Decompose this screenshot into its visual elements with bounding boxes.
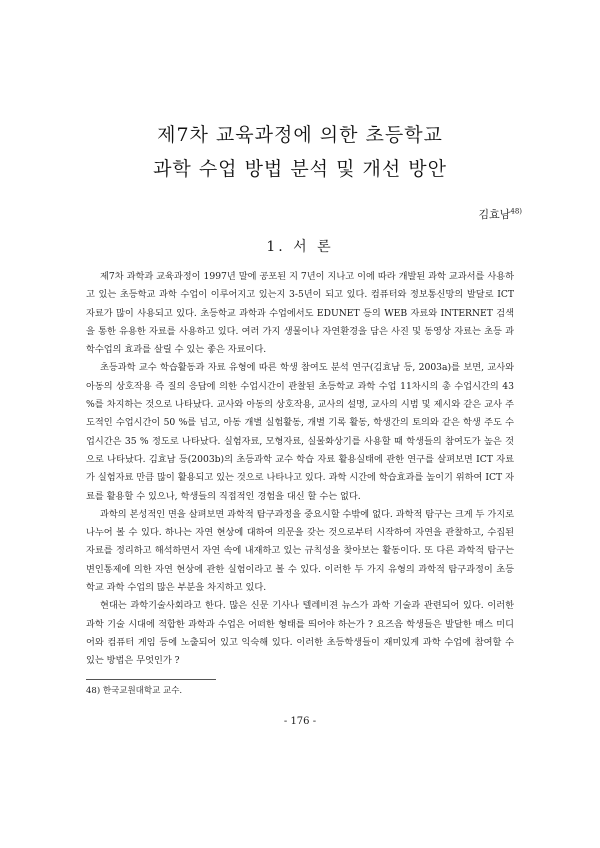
author-footnote-mark: 48) (510, 207, 522, 216)
paragraph: 과학의 본성적인 면을 살펴보면 과학적 탐구과정을 중요시할 수밖에 없다. 과학적 탐구는 크게 두 가지로 나누어 볼 수 있다. 하나는 자연 현상에 대하여 의문을 갖는 것으로부터 시작하여 자연을 관찰하고, 수집된 자료를 정리하고 해석하면서 자연 속에 내재하고 있는 규칙성을 찾아보는 활동이다. 또 다른 과학적 탐구는 변인통제에 의한 자연 현상에 관한 실험이라고 볼 수 있다. 이러한 두 가지 유형의 과학적 탐구과정이 초등학교 과학 수업의 많은 부분을 차지하고 있다. (86, 508, 514, 594)
title-line-1: 제7차 교육과정에 의한 초등학교 (157, 124, 443, 146)
author-name: 김효남 (478, 208, 511, 221)
section-heading: 1. 서 론 (266, 239, 334, 255)
body-text (86, 268, 514, 671)
paragraph: 제7차 과학과 교육과정이 1997년 말에 공포된 지 7년이 지나고 이에 따라 개발된 과학 교과서를 사용하고 있는 초등학교 과학 수업이 이루어지고 있는지 3-5년이 되고 있다. 컴퓨터와 정보통신망의 발달로 ICT 자료가 많이 사용되고 있다. 초등학교 과학과 수업에서도 EDUNET 등의 WEB 자료와 INTERNET 검색을 통한 유용한 자료를 사용하고 있다. 여러 가지 생물이나 자연환경을 담은 사진 및 동영상 자료는 초등 과학수업의 효과를 살릴 수 있는 좋은 자료이다. (86, 271, 514, 356)
title-line-2: 과학 수업 방법 분석 및 개선 방안 (153, 158, 447, 180)
author-byline (478, 206, 522, 222)
paragraph: 초등과학 교수 학습활동과 자료 유형에 따른 학생 참여도 분석 연구(김효남 등, 2003a)를 보면, 교사와 아동의 상호작용 즉 질의 응답에 의한 수업시간이 관찰된 초등학교 과학 수업 11차시의 총 수업시간의 43 %를 차지하는 것으로 나타났다. 교사와 아동의 상호작용, 교사의 설명, 교사의 시범 및 제시와 같은 교사 주도적인 수업시간이 50 %를 넘고, 아동 개별 실험활동, 개별 기록 활동, 학생간의 토의와 같은 학생 주도 수업시간은 35 % 정도로 나타났다. 실험자료, 모형자료, 실물화상기를 사용할 때 학생들의 참여도가 높은 것으로 나타났다. 김효남 등(2003b)의 초등과학 교수 학습 자료 활용실태에 관한 연구를 살펴보면 ICT 자료가 실험자료 만큼 많이 활용되고 있는 것으로 나타나고 있다. 과학 시간에 학습효과를 높이기 위하여 ICT 자료를 활용할 수 있으나, 학생들의 직접적인 경험을 대신 할 수는 없다. (86, 362, 514, 502)
footnote: 48) 한국교원대학교 교수. (86, 686, 183, 696)
page-number: - 176 - (283, 716, 317, 727)
paragraph: 현대는 과학기술사회라고 한다. 많은 신문 기사나 텔레비젼 뉴스가 과학 기술과 관련되어 있다. 이러한 과학 기술 시대에 적합한 과학과 수업은 어떠한 형태를 띄어야 하는가 ? 요즈음 학생들은 발달한 매스 미디어와 컴퓨터 게임 등에 노출되어 있고 익숙해 있다. 이러한 초등학생들이 재미있게 과학 수업에 참여할 수 있는 방법은 무엇인가 ? (86, 600, 514, 667)
footnote-divider (86, 679, 216, 680)
